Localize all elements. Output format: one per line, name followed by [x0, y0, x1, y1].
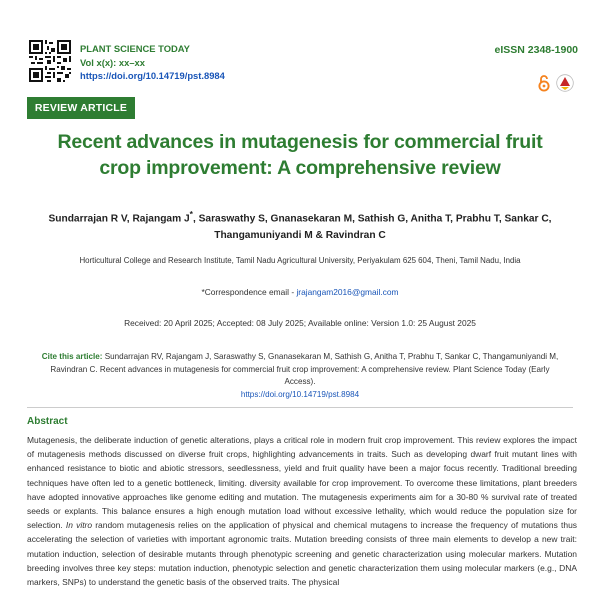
authors-line-1-end: , Saraswathy S, Gnanasekaran M, Sathish G, Anitha T, Prabhu T, Sankar C,: [192, 213, 552, 225]
cite-doi-link[interactable]: https://doi.org/10.14719/pst.8984: [240, 389, 360, 399]
crossmark-icon[interactable]: [556, 74, 574, 92]
article-dates: Received: 20 April 2025; Accepted: 08 July 2025; Available online: Version 1.0: 25 August 2025: [124, 318, 476, 328]
correspondence: [20, 287, 580, 297]
header-icons: [538, 74, 574, 92]
citation-block: [40, 351, 560, 401]
corresponding-author-mark: *: [189, 209, 193, 219]
abstract-heading: Abstract: [27, 416, 68, 427]
article-title: Recent advances in mutagenesis for commercial fruit crop improvement: A comprehensive review: [57, 131, 543, 179]
authors-line-1-start: Sundarrajan R V, Rajangam J: [48, 213, 190, 225]
eissn-label: eISSN 2348-1900: [494, 44, 578, 56]
cite-text: Sundarrajan RV, Rajangam J, Saraswathy S, Gnanasekaran M, Sathish G, Anitha T, Prabhu T, Sankar C, Thangamuniyandi M, Ravindran C. Recent advances in mutagenesis for commercial fruit crop improvement: A comprehensive review. Plant Science Today (Early Access).: [50, 352, 559, 386]
correspondence-label: *Correspondence email -: [201, 287, 295, 297]
abstract-body: [27, 433, 577, 598]
abstract-italic-term: In vitro: [65, 520, 93, 531]
correspondence-email-link[interactable]: jrajangam2016@gmail.com: [296, 287, 399, 297]
journal-name: PLANT SCIENCE TODAY: [80, 43, 190, 54]
doi-link[interactable]: https://doi.org/10.14719/pst.8984: [80, 70, 225, 81]
abstract-text-part-1: Mutagenesis, the deliberate induction of genetic alterations, plays a critical role in modern fruit crop improvement. This review explores the impact of mutagenesis methods discussed on diverse fruit crops, highlighting advancements in traits. Such as developing dwarf fruit mutant lines with enhanced resistance to biotic and abiotic stressors, seedlessness, yield and fruit quality have been a major focus recently. Traditional breeding techniques have often led to a genetic bottleneck, limiting. diversity available for crop improvement. To overcome these limitations, plant breeders have adopted innovative approaches like genome editing and mutation. The mutagenesis experiments aim for a 30-80 % survival rate of treated seeds or explants. This balance ensures a high enough mutation load without excessive lethality, which would reduce the population size for selection.: [27, 435, 577, 531]
journal-header: [80, 42, 225, 83]
authors-line-2: Thangamuniyandi M & Ravindran C: [214, 230, 386, 242]
affiliation: Horticultural College and Research Institute, Tamil Nadu Agricultural University, Periyakulam 625 604, Theni, Tamil Nadu, India: [79, 256, 521, 265]
qr-code-icon: [29, 40, 71, 82]
author-list: [40, 206, 560, 244]
journal-volume: Vol x(x): xx–xx: [80, 56, 145, 68]
abstract-text-part-2: random mutagenesis relies on the application of physical and chemical mutagens to increase the frequency of mutations thus accelerating the selection of varieties with important agronomic traits. Mutation breeding consists of three main elements to develop a new trait: mutation induction, selection of desirable mutants through phenotypic screening and genetic characterization using molecular markers. Mutation breeding involves three key steps: mutation induction, phenotypic selection and genetic characterization them using molecular markers (e.g., DNA markers, SNPs) to understand the genetic basis of the observed traits. The physical: [27, 520, 577, 588]
open-access-icon[interactable]: [538, 74, 550, 92]
cite-label: Cite this article:: [41, 352, 103, 361]
article-type-badge: REVIEW ARTICLE: [27, 97, 135, 119]
section-divider: [27, 407, 573, 408]
